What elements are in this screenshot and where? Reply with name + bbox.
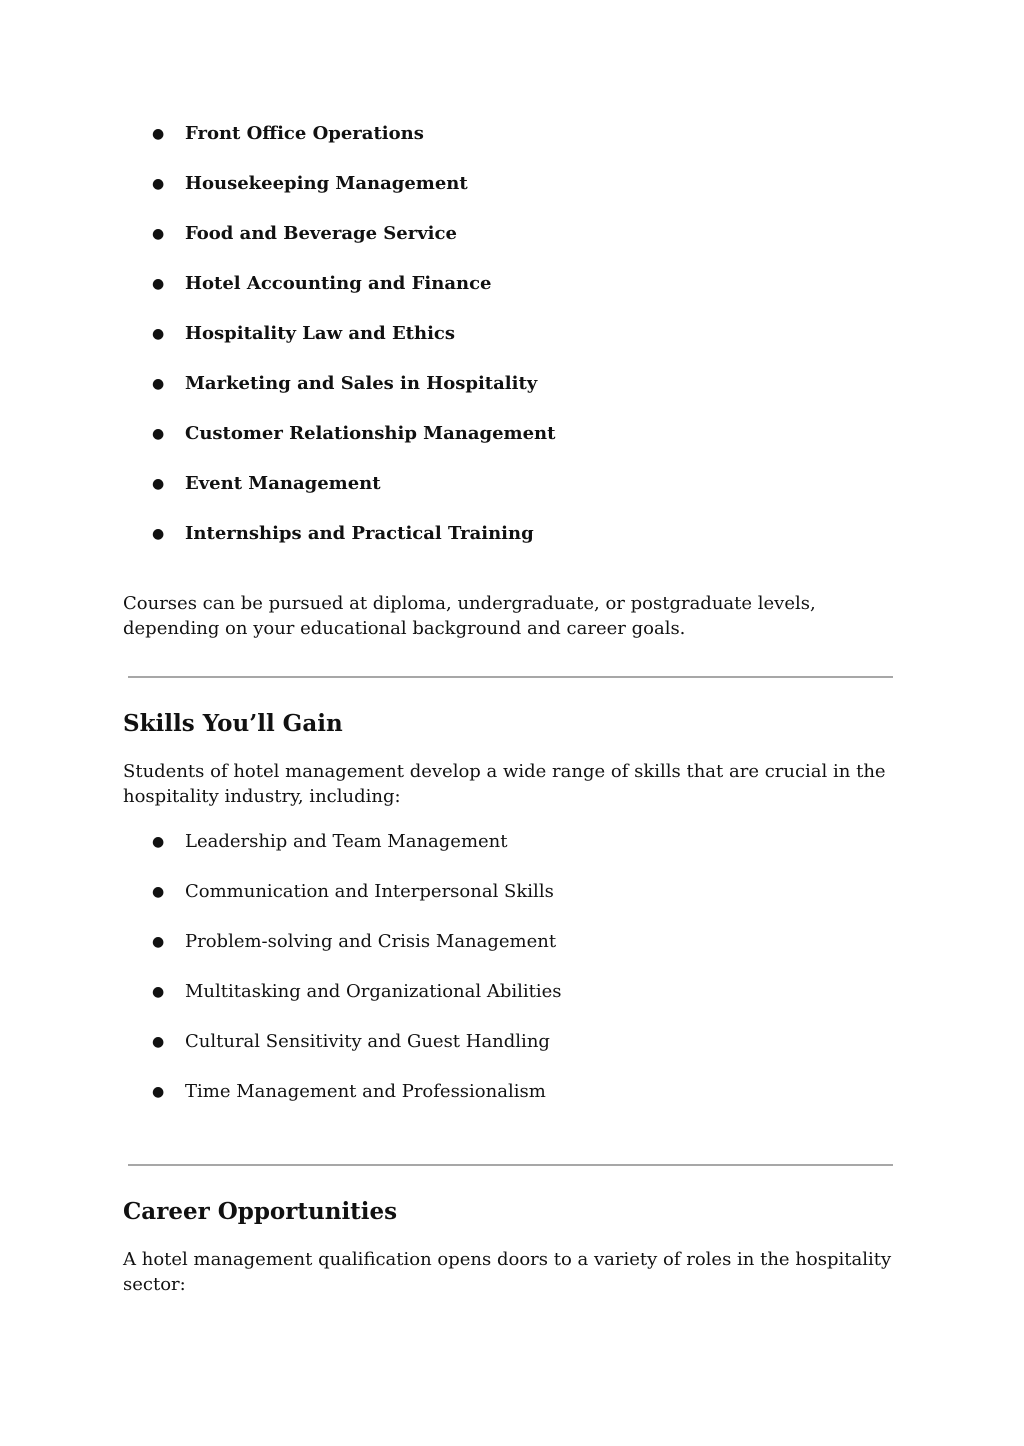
bullet-icon: ●	[152, 984, 165, 1000]
list-item-label: Hotel Accounting and Finance	[185, 273, 492, 294]
list-item-label: Event Management	[185, 473, 381, 494]
list-item-label: Communication and Interpersonal Skills	[185, 881, 554, 902]
bullet-icon: ●	[152, 1084, 165, 1100]
list-item-label: Cultural Sensitivity and Guest Handling	[185, 1031, 550, 1052]
list-item-label: Marketing and Sales in Hospitality	[185, 373, 538, 394]
bullet-icon: ●	[152, 426, 165, 442]
bullet-icon: ●	[152, 226, 165, 242]
skills-heading: Skills You’ll Gain	[123, 710, 343, 737]
bullet-icon: ●	[152, 326, 165, 342]
bullet-icon: ●	[152, 476, 165, 492]
list-item-label: Leadership and Team Management	[185, 831, 508, 852]
list-item-label: Time Management and Professionalism	[185, 1081, 546, 1102]
list-item-label: Front Office Operations	[185, 123, 424, 144]
career-intro-paragraph: A hotel management qualification opens doors to a variety of roles in the hospitality sector:	[123, 1249, 892, 1295]
bullet-icon: ●	[152, 376, 165, 392]
courses-paragraph: Courses can be pursued at diploma, undergraduate, or postgraduate levels, depending on your educational background and career goals.	[123, 593, 816, 639]
bullet-icon: ●	[152, 1034, 165, 1050]
bullet-icon: ●	[152, 934, 165, 950]
list-item-label: Housekeeping Management	[185, 173, 468, 194]
skills-intro-paragraph: Students of hotel management develop a wide range of skills that are crucial in the hospitality industry, including:	[123, 761, 886, 807]
career-heading: Career Opportunities	[123, 1198, 398, 1225]
bullet-icon: ●	[152, 126, 165, 142]
list-item-label: Problem-solving and Crisis Management	[185, 931, 557, 952]
section-divider	[128, 676, 893, 678]
list-item-label: Multitasking and Organizational Abilities	[185, 981, 562, 1002]
bullet-icon: ●	[152, 834, 165, 850]
section-divider	[128, 1164, 893, 1166]
bullet-icon: ●	[152, 526, 165, 542]
list-item-label: Internships and Practical Training	[185, 523, 534, 544]
bullet-icon: ●	[152, 276, 165, 292]
list-item-label: Hospitality Law and Ethics	[185, 323, 455, 344]
bullet-icon: ●	[152, 884, 165, 900]
list-item-label: Food and Beverage Service	[185, 223, 457, 244]
bullet-icon: ●	[152, 176, 165, 192]
list-item-label: Customer Relationship Management	[185, 423, 556, 444]
